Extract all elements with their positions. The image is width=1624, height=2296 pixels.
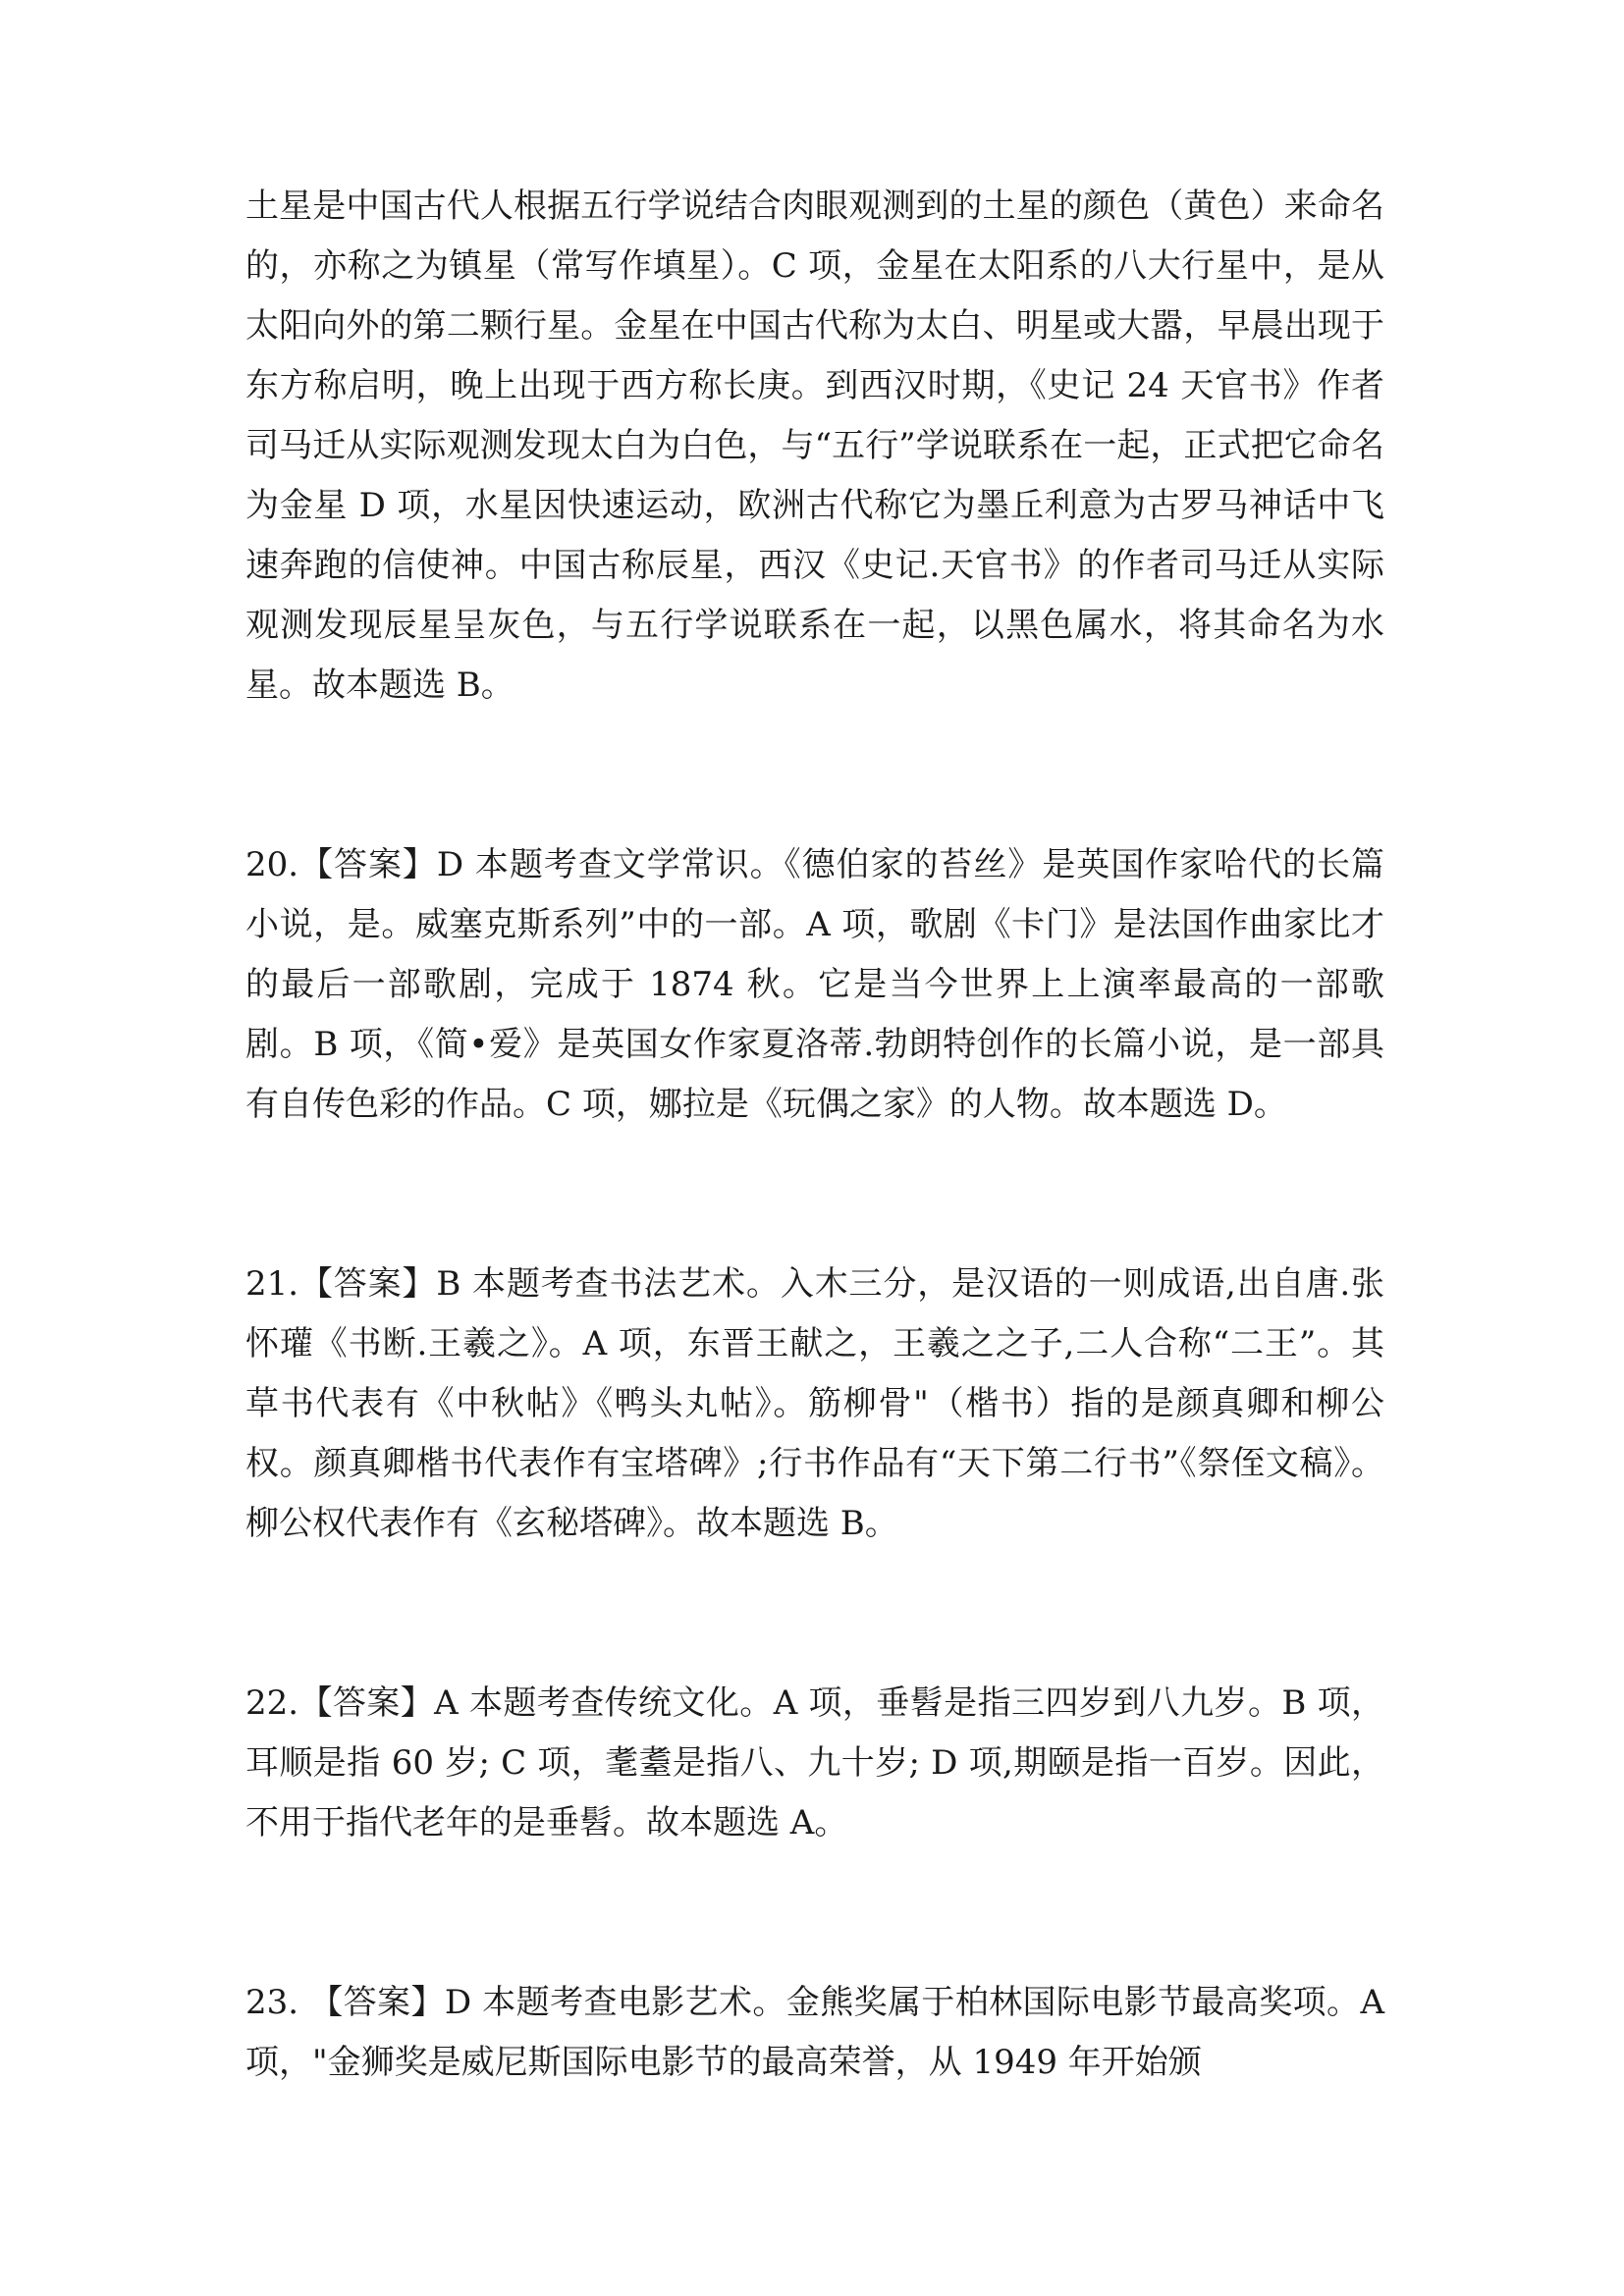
paragraph-19-continued: 土星是中国古代人根据五行学说结合肉眼观测到的土星的颜色（黄色）来命名的，亦称之为镇星（常写作填星）。C 项，金星在太阳系的八大行星中，是从太阳向外的第二颗行星。金星在中国古代称为太白、明星或大嚣，早晨出现于东方称启明，晚上出现于西方称长庚。到西汉时期，《史记 24 天官书》作者司马迁从实际观测发现太白为白色，与“五行”学说联系在一起，正式把它命名为金星 D 项，水星因快速运动，欧洲古代称它为墨丘利意为古罗马神话中飞速奔跑的信使神。中国古称辰星，西汉《史记.天官书》的作者司马迁从实际观测发现辰星呈灰色，与五行学说联系在一起，以黑色属水，将其命名为水星。故本题选 B。 bbox=[245, 187, 1384, 705]
paragraph-answer-23: 23. 【答案】D 本题考查电影艺术。金熊奖属于柏林国际电影节最高奖项。A 项，"金狮奖是威尼斯国际电影节的最高荣誉，从 1949 年开始颁 bbox=[245, 1983, 1384, 2082]
paragraph-answer-22: 22.【答案】A 本题考查传统文化。A 项，垂髫是指三四岁到八九岁。B 项，耳顺是指 60 岁; C 项，耄耋是指八、九十岁; D 项,期颐是指一百岁。因此，不用于指代老年的是垂髫。故本题选 A。 bbox=[245, 1683, 1384, 1842]
answer-explanations bbox=[245, 177, 1384, 2093]
paragraph-answer-20: 20.【答案】D 本题考查文学常识。《德伯家的苔丝》是英国作家哈代的长篇小说，是。威塞克斯系列”中的一部。A 项，歌剧《卡门》是法国作曲家比才的最后一部歌剧，完成于 1874 秋。它是当今世界上上演率最高的一部歌剧。B 项，《简•爱》是英国女作家夏洛蒂.勃朗特创作的长篇小说，是一部具有自传色彩的作品。C 项，娜拉是《玩偶之家》的人物。故本题选 D。 bbox=[245, 845, 1384, 1124]
paragraph-answer-21: 21.【答案】B 本题考查书法艺术。入木三分，是汉语的一则成语,出自唐.张怀瓘《书断.王羲之》。A 项，东晋王献之，王羲之之子,二人合称“二王”。其草书代表有《中秋帖》《鸭头丸帖》。筋柳骨"（楷书）指的是颜真卿和柳公权。颜真卿楷书代表作有宝塔碑》;行书作品有“天下第二行书”《祭侄文稿》。柳公权代表作有《玄秘塔碑》。故本题选 B。 bbox=[245, 1264, 1384, 1543]
